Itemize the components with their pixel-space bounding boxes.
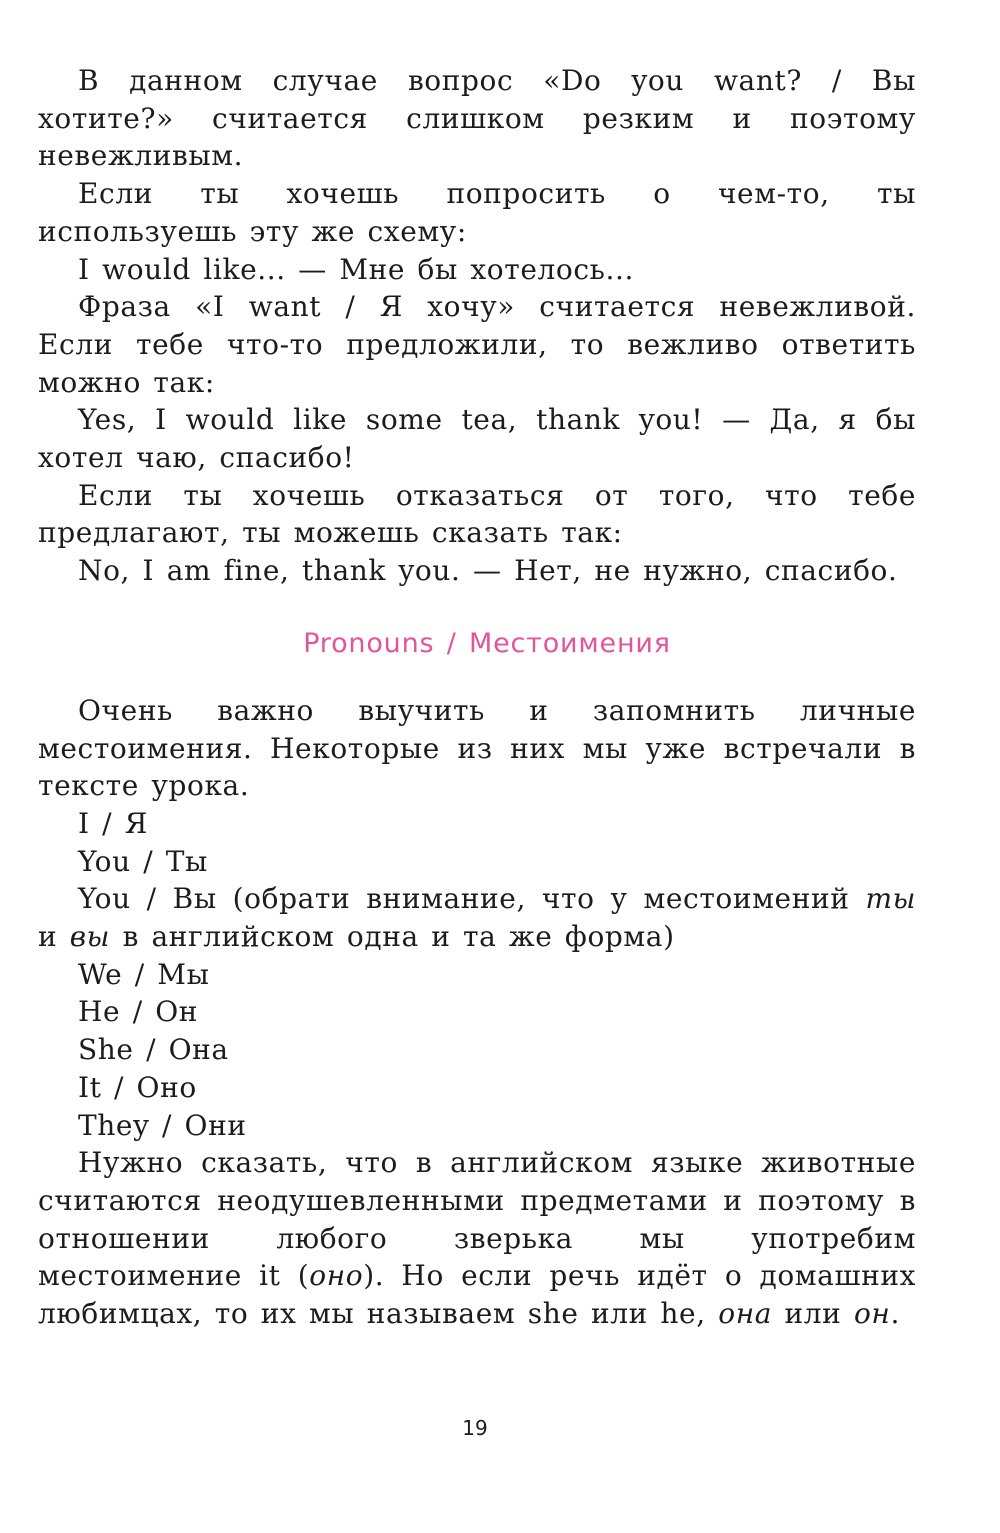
section-heading-text: Pronouns / Местоимения <box>303 627 671 659</box>
paragraph-pronouns-intro: Очень важно выучить и запомнить личные местоимения. Некоторые из них мы уже встречали в тексте урока. <box>38 693 916 803</box>
word-or: или <box>772 1297 854 1331</box>
page-number: 19 <box>462 1416 488 1440</box>
paragraph-animals <box>38 1144 916 1333</box>
animals-lead: Нужно сказать, что в английском языке животные считаются неодушевленными предметами и поэтому в отношении любого зверька мы употребим местоимение it ( <box>38 1146 916 1293</box>
paragraph-i-want: Фраза «I want / Я хочу» считается невежливой. Если тебе что-то предложили, то вежливо ответить можно так: <box>38 290 916 399</box>
pronoun-and: и <box>38 920 70 954</box>
word-ona-italic: она <box>718 1297 773 1331</box>
paragraph-no-thanks: No, I am fine, thank you. — Нет, не нужно, спасибо. <box>78 554 898 588</box>
pronoun-she: She / Она <box>78 1033 229 1067</box>
paragraph-do-you-want: В данном случае вопрос «Do you want? / Вы хотите?» считается слишком резким и поэтому невежливым. <box>38 64 916 173</box>
animals-end: . <box>890 1297 900 1331</box>
animals-middle: ). Но если речь идёт о домашних любимцах, то их мы называем she или he, <box>38 1259 917 1331</box>
pronoun-they: They / Они <box>78 1108 247 1142</box>
pronoun-you-plural-lead: You / Вы (обрати внимание, что у местоимений <box>78 882 866 916</box>
pronoun-he: He / Он <box>78 995 199 1029</box>
page-content <box>38 62 916 1333</box>
pronoun-ty-italic: ты <box>865 882 916 916</box>
paragraph-refuse: Если ты хочешь отказаться от того, что тебе предлагают, ты можешь сказать так: <box>38 478 916 550</box>
section-heading <box>38 626 916 662</box>
paragraph-ask-scheme: Если ты хочешь попросить о чем-то, ты используешь эту же схему: <box>38 177 916 248</box>
word-ono-italic: оно <box>309 1259 364 1293</box>
word-on-italic: он <box>853 1297 891 1331</box>
paragraph-i-would-like: I would like... — Мне бы хотелось... <box>78 252 634 286</box>
pronoun-i: I / Я <box>78 806 148 840</box>
pronoun-you-plural <box>38 880 916 955</box>
pronoun-it: It / Оно <box>78 1070 197 1104</box>
pronoun-you-singular: You / Ты <box>78 844 208 878</box>
pronoun-we: We / Мы <box>78 957 210 991</box>
paragraph-yes-tea: Yes, I would like some tea, thank you! — Да, я бы хотел чаю, спасибо! <box>38 403 916 475</box>
pronoun-you-plural-tail: в английском одна и та же форма) <box>110 920 675 954</box>
pronoun-vy-italic: вы <box>69 920 111 954</box>
